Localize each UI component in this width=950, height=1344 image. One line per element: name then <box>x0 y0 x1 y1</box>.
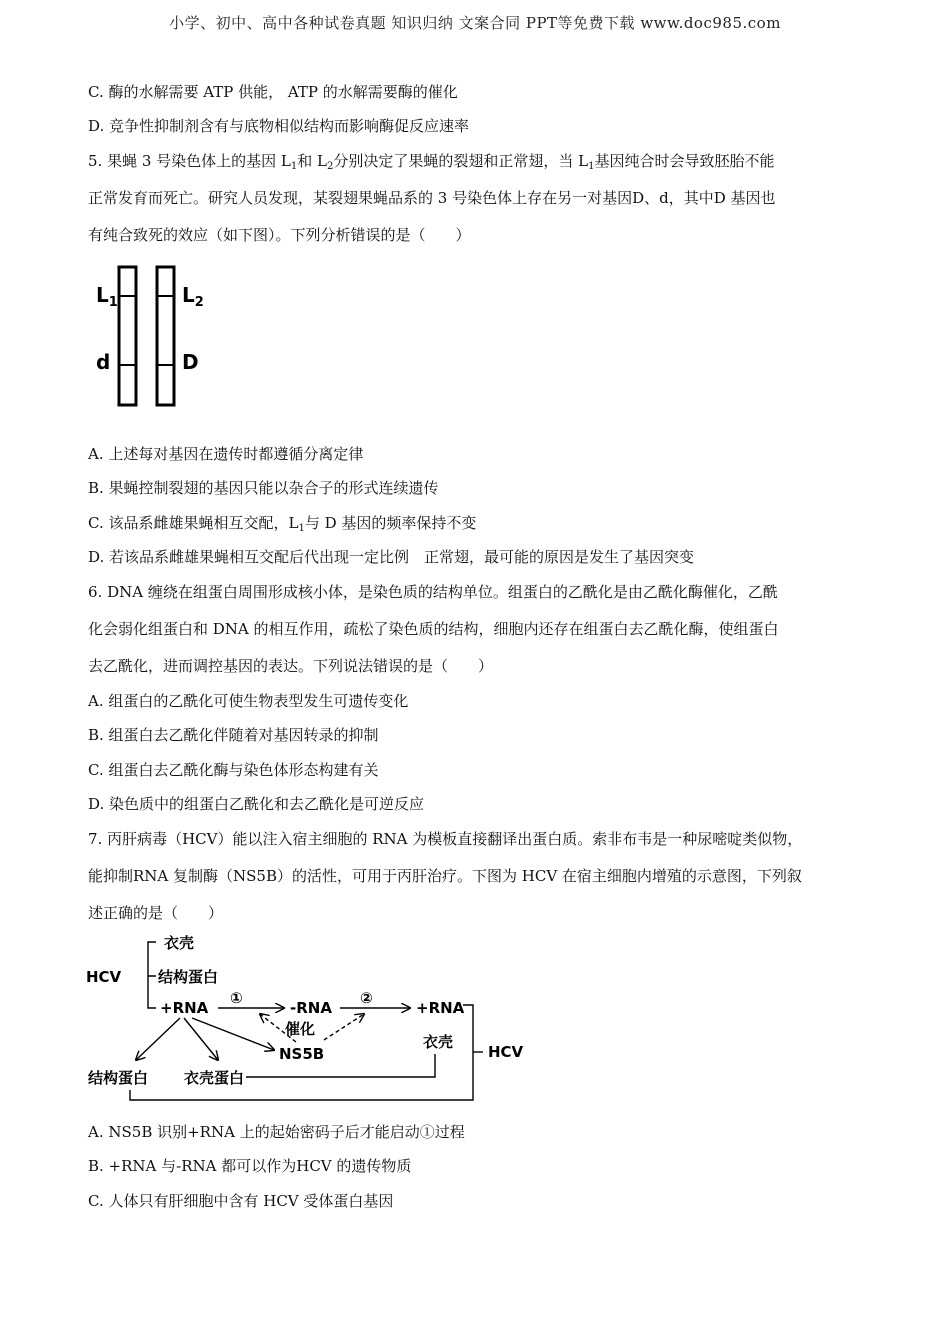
label-step1: ① <box>230 989 243 1007</box>
q7-option-b: B. +RNA 与-RNA 都可以作为HCV 的遗传物质 <box>88 1157 412 1175</box>
page-header: 小学、初中、高中各种试卷真题 知识归纳 文案合同 PPT等免费下载 www.doc985.com <box>169 14 781 32</box>
chromosome-right <box>157 267 174 405</box>
chromosome-figure <box>90 260 220 410</box>
q6-stem-line1: 6. DNA 缠绕在组蛋白周围形成核小体，是染色质的结构单位。组蛋白的乙酰化是由乙酰化酶催化，乙酰 <box>88 583 778 601</box>
gene-label-d-big: D <box>182 350 199 374</box>
bracket-left <box>148 942 156 1008</box>
hcv-diagram <box>80 928 540 1108</box>
label-step2: ② <box>360 989 373 1007</box>
q5-stem-line1: 5. 果蝇 3 号染色体上的基因 $L_1$和 $L_2$分别决定了果蝇的裂翅和正常翅，当 $L_1$基因纯合时会导致胚胎不能 <box>88 152 775 172</box>
q7-option-a: A. NS5B 识别+RNA 上的起始密码子后才能启动①过程 <box>88 1123 465 1141</box>
label-struct-protein-bottom: 结构蛋白 <box>88 1069 149 1087</box>
label-coat-protein: 衣壳蛋白 <box>184 1069 245 1087</box>
label-coat-top: 衣壳 <box>164 934 195 952</box>
q6-stem-line3: 去乙酰化，进而调控基因的表达。下列说法错误的是（ ） <box>88 657 494 675</box>
q5-option-c: C. 该品系雌雄果蝇相互交配，$L_1$与 D 基因的频率保持不变 <box>88 514 477 534</box>
q6-stem-line2: 化会弱化组蛋白和 DNA 的相互作用，疏松了染色质的结构，细胞内还存在组蛋白去乙酰化酶，使组蛋白 <box>88 620 779 638</box>
arrow-to-struct-protein <box>136 1018 180 1060</box>
gene-label-l2: $L_2$ <box>182 283 204 310</box>
gene-label-d-small: d <box>96 350 111 374</box>
label-plus-rna: +RNA <box>160 999 209 1017</box>
q6-option-d: D. 染色质中的组蛋白乙酰化和去乙酰化是可逆反应 <box>88 795 425 813</box>
label-minus-rna: -RNA <box>290 999 332 1017</box>
dashed-catalyze-step2 <box>324 1014 364 1040</box>
chromosome-left <box>119 267 136 405</box>
q7-option-c: C. 人体只有肝细胞中含有 HCV 受体蛋白基因 <box>88 1192 394 1210</box>
label-catalyze: 催化 <box>285 1020 316 1038</box>
q6-option-c: C. 组蛋白去乙酰化酶与染色体形态构建有关 <box>88 761 379 779</box>
arrow-to-coat-protein <box>184 1018 218 1060</box>
label-plus-rna-2: +RNA <box>416 999 465 1017</box>
q5-option-a: A. 上述每对基因在遗传时都遵循分离定律 <box>88 445 364 463</box>
label-hcv-left: HCV <box>86 968 122 986</box>
label-coat-right: 衣壳 <box>423 1033 454 1051</box>
q6-option-b: B. 组蛋白去乙酰化伴随着对基因转录的抑制 <box>88 726 379 744</box>
arrow-to-ns5b <box>192 1018 274 1050</box>
label-struct-protein-top: 结构蛋白 <box>158 968 219 986</box>
label-ns5b: NS5B <box>279 1045 325 1063</box>
q5-stem-line2: 正常发育而死亡。研究人员发现，某裂翅果蝇品系的 3 号染色体上存在另一对基因D、d，其中D 基因也 <box>88 189 776 207</box>
q4-option-d: D. 竞争性抑制剂含有与底物相似结构而影响酶促反应速率 <box>88 117 470 135</box>
q5-option-b: B. 果蝇控制裂翅的基因只能以杂合子的形式连续遗传 <box>88 479 439 497</box>
line-coat-protein-to-coat <box>246 1054 435 1077</box>
q5-option-d: D. 若该品系雌雄果蝇相互交配后代出现一定比例 正常翅，最可能的原因是发生了基因突变 <box>88 548 695 566</box>
q7-stem-line2: 能抑制RNA 复制酶（NS5B）的活性，可用于丙肝治疗。下图为 HCV 在宿主细胞内增殖的示意图，下列叙 <box>88 867 802 885</box>
q7-stem-line1: 7. 丙肝病毒（HCV）能以注入宿主细胞的 RNA 为模板直接翻译出蛋白质。索非布韦是一种尿嘧啶类似物， <box>88 830 803 848</box>
q4-option-c: C. 酶的水解需要 ATP 供能， ATP 的水解需要酶的催化 <box>88 83 458 101</box>
label-hcv-right: HCV <box>488 1043 524 1061</box>
q5-stem-line3: 有纯合致死的效应（如下图）。下列分析错误的是（ ） <box>88 226 471 244</box>
gene-label-l1: $L_1$ <box>96 283 118 310</box>
q7-stem-line3: 述正确的是（ ） <box>88 904 224 922</box>
q6-option-a: A. 组蛋白的乙酰化可使生物表型发生可遗传变化 <box>88 692 409 710</box>
